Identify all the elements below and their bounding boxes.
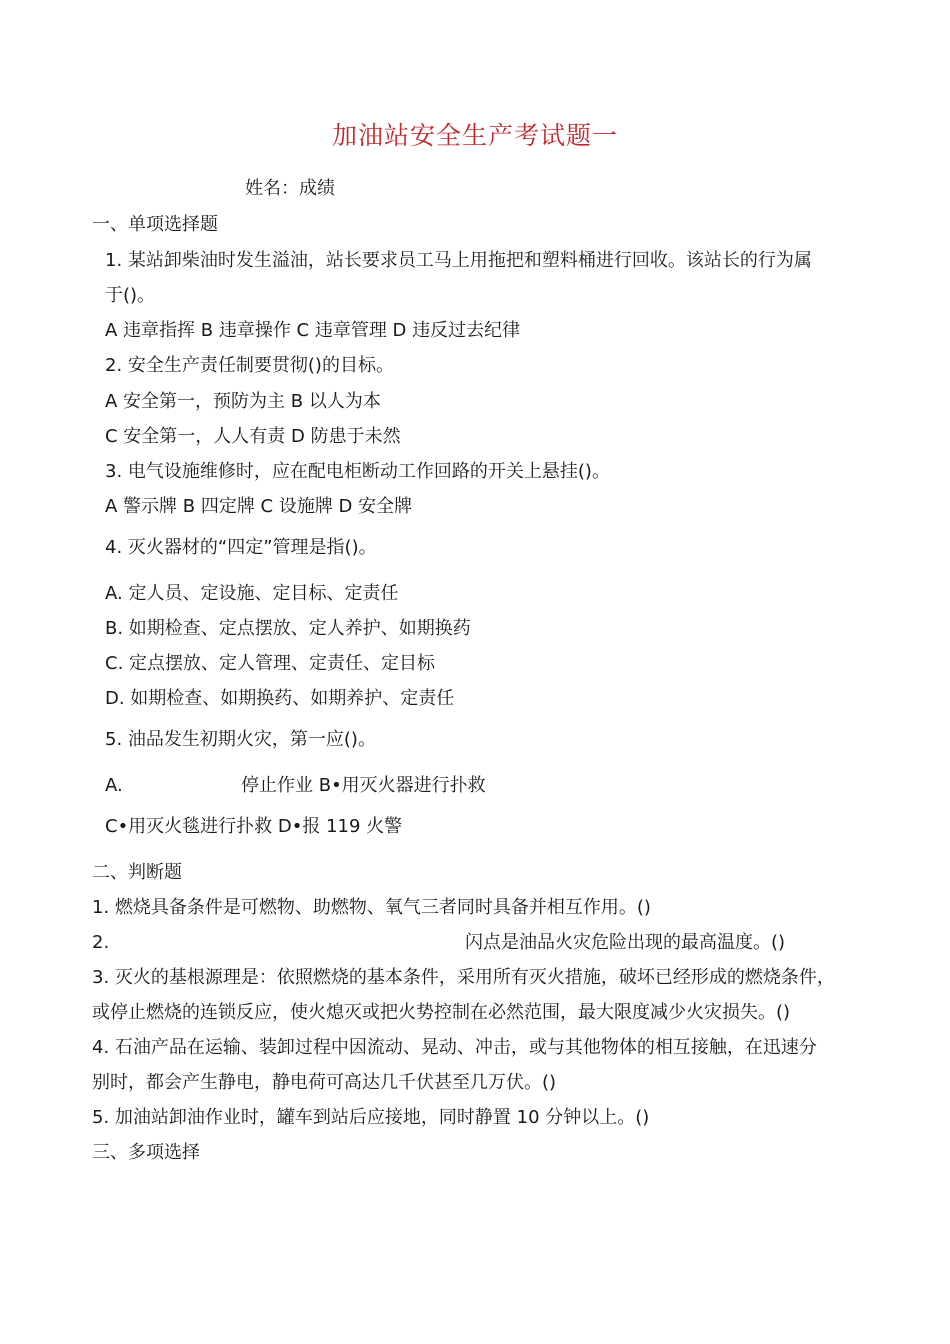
statement-4-line1: 4. 石油产品在运输、装卸过程中因流动、晃动、冲击，或与其他物体的相互接触，在迅速分: [92, 1037, 817, 1058]
section2-heading: 二、判断题: [92, 862, 182, 883]
question-2-options-ab: A 安全第一，预防为主 B 以人为本: [105, 391, 381, 412]
section3-heading: 三、多项选择: [92, 1142, 200, 1163]
statement-5: 5. 加油站卸油作业时，罐车到站后应接地，同时静置 10 分钟以上。(): [92, 1107, 650, 1128]
question-1-line1: 1. 某站卸柴油时发生溢油，站长要求员工马上用拖把和塑料桶进行回收。该站长的行为属: [105, 250, 812, 271]
statement-3-line2: 或停止燃烧的连锁反应，使火熄灭或把火势控制在必然范围，最大限度减少火灾损失。(): [92, 1002, 791, 1023]
question-5: 5. 油品发生初期火灾，第一应()。: [105, 729, 376, 750]
question-1-line2: 于()。: [105, 285, 156, 306]
name-score-line: 姓名：成绩: [245, 178, 335, 199]
question-4-option-a: A. 定人员、定设施、定目标、定责任: [105, 583, 399, 604]
question-5-option-a-label: A.: [105, 775, 123, 796]
question-4-option-b: B. 如期检查、定点摆放、定人养护、如期换药: [105, 618, 471, 639]
question-2-options-cd: C 安全第一，人人有责 D 防患于未然: [105, 426, 401, 447]
statement-2: 闪点是油品火灾危险出现的最高温度。(): [465, 932, 786, 953]
statement-2-label: 2.: [92, 932, 110, 953]
question-3: 3. 电气设施维修时，应在配电柜断动工作回路的开关上悬挂()。: [105, 461, 610, 482]
section1-heading: 一、单项选择题: [92, 214, 218, 235]
statement-3-line1: 3. 灭火的基根源理是：依照燃烧的基本条件，采用所有灭火措施，破坏已经形成的燃烧条件，: [92, 967, 835, 988]
question-3-options: A 警示牌 B 四定牌 C 设施牌 D 安全牌: [105, 496, 413, 517]
question-5-options-cd: C•用灭火毯进行扑救 D•报 119 火警: [105, 816, 403, 837]
question-1-options: A 违章指挥 B 违章操作 C 违章管理 D 违反过去纪律: [105, 320, 521, 341]
statement-4-line2: 别时，都会产生静电，静电荷可高达几千伏甚至几万伏。(): [92, 1072, 557, 1093]
question-5-options-ab: 停止作业 B•用灭火器进行扑救: [241, 775, 486, 796]
question-2: 2. 安全生产责任制要贯彻()的目标。: [105, 355, 394, 376]
question-4-option-c: C. 定点摆放、定人管理、定责任、定目标: [105, 653, 436, 674]
question-4: 4. 灭火器材的“四定”管理是指()。: [105, 537, 377, 558]
page-title: 加油站安全生产考试题一: [331, 121, 618, 150]
statement-1: 1. 燃烧具备条件是可燃物、助燃物、氧气三者同时具备并相互作用。(): [92, 897, 651, 918]
question-4-option-d: D. 如期检查、如期换药、如期养护、定责任: [105, 688, 455, 709]
